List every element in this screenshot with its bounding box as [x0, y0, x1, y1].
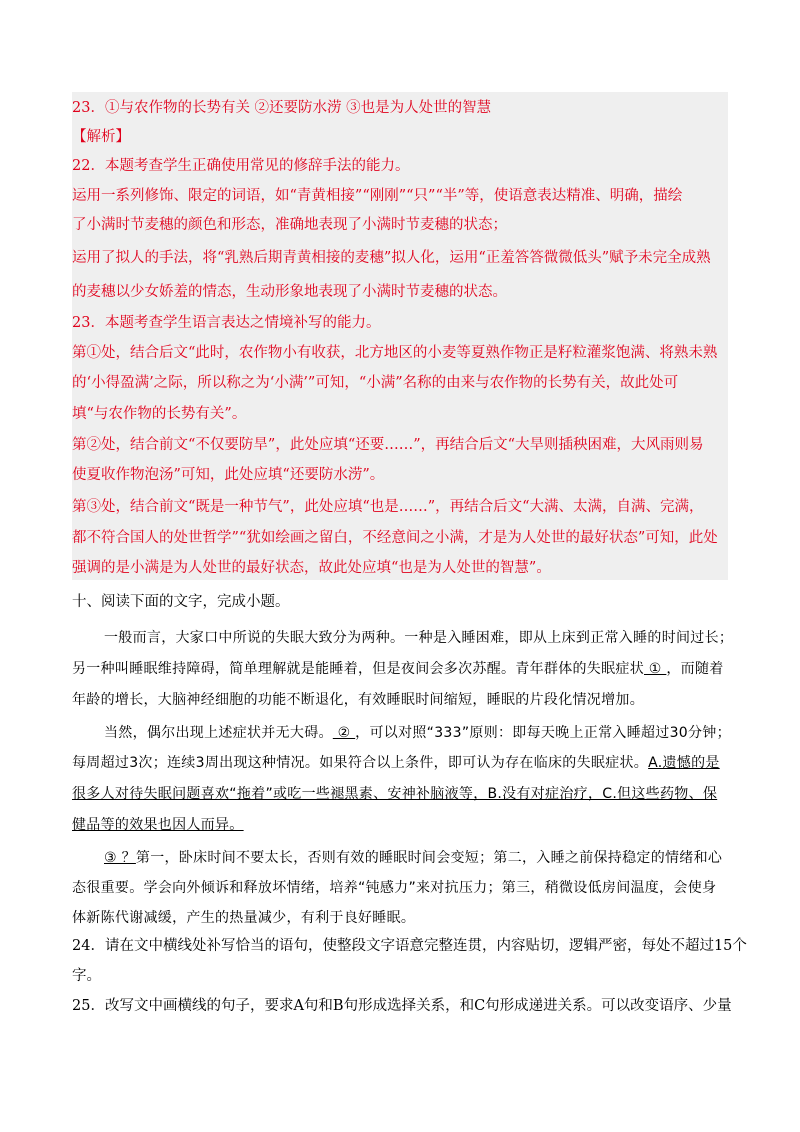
essay-text: 当然，偶尔出现上述症状并无大碍。: [104, 725, 333, 741]
analysis-heading: 【解析】: [72, 129, 130, 145]
blank-3: ③ ？: [104, 850, 136, 866]
question-24: 24．请在文中横线处补写恰当的语句，使整段文字语意完整连贯，内容贴切，逻辑严密，每处不超过15个: [72, 938, 747, 954]
answer-line: 第②处，结合前文“不仅要防旱”，此处应填“还要……”，再结合后文“大旱则插秧困难，大风雨则易: [72, 437, 704, 453]
question-24-cont: 字。: [72, 968, 101, 984]
essay-text: 每周超过3次；连续3周出现这种情况。如果符合以上条件，即可认为存在临床的失眠症状。: [72, 755, 649, 771]
blank-2: ②: [332, 725, 356, 741]
underlined-sentence: 很多人对待失眠问题喜欢“拖着”或吃一些褪黑素、安神补脑液等，B.没有对症治疗，C.但这些药物、保: [72, 786, 718, 802]
essay-text: 第一，卧床时间不要太长，否则有效的睡眠时间会变短；第二，入睡之前保持稳定的情绪和心: [135, 850, 723, 866]
essay-line: [104, 723, 764, 743]
essay-line: [72, 659, 732, 679]
essay-text: 另一种叫睡眠维持障碍，简单理解就是能睡着，但是夜间会多次苏醒。青年群体的失眠症状: [72, 661, 644, 677]
answer-line: 了小满时节麦穗的颜色和形态，准确地表现了小满时节麦穗的状态；: [72, 217, 507, 233]
question-25: 25．改写文中画横线的句子，要求A句和B句形成选择关系，和C句形成递进关系。可以改变语序、少量: [72, 998, 732, 1014]
answer-line: 运用一系列修饰、限定的词语，如“青黄相接”“刚刚”“只”“半”等，使语意表达精准、明确，描绘: [72, 188, 683, 204]
essay-line: [104, 848, 764, 868]
essay-text: ，而随着: [666, 661, 724, 677]
answer-line: 的‘小得盈满’之际，所以称之为‘小满’”可知，“小满”名称的由来与农作物的长势有关，故此处可: [72, 375, 679, 391]
underlined-sentence: 健品等的效果也因人而异。: [72, 817, 244, 833]
answer-line: 22．本题考查学生正确使用常见的修辞手法的能力。: [72, 158, 410, 174]
answer-line: 强调的是小满是为人处世的最好状态，故此处应填“也是为人处世的智慧”。: [72, 560, 551, 576]
essay-line: 年龄的增长，大脑神经细胞的功能不断退化，有效睡眠时间缩短，睡眠的片段化情况增加。: [72, 692, 644, 708]
answer-line: 23．①与农作物的长势有关 ②还要防水涝 ③也是为人处世的智慧: [72, 100, 492, 116]
underlined-sentence: A.遗憾的是: [648, 755, 720, 771]
answer-line: 23．本题考查学生语言表达之情境补写的能力。: [72, 315, 381, 331]
essay-text: ，可以对照“333”原则：即每天晚上正常入睡超过30分钟；: [355, 725, 731, 741]
answer-line: 的麦穗以少女娇羞的情态，生动形象地表现了小满时节麦穗的状态。: [72, 284, 507, 300]
section-title: 十、阅读下面的文字，完成小题。: [72, 594, 290, 610]
essay-line: 一般而言，大家口中所说的失眠大致分为两种。一种是入睡困难，即从上床到正常入睡的时间过长；: [104, 630, 734, 646]
essay-line: [72, 753, 732, 773]
essay-line: 体新陈代谢减缓，产生的热量减少，有利于良好睡眠。: [72, 910, 416, 926]
answer-line: 使夏收作物泡汤”可知，此处应填“还要防水涝”。: [72, 467, 385, 483]
essay-line: 态很重要。学会向外倾诉和释放坏情绪，培养“钝感力”来对抗压力；第三，稍微设低房间温度，会使身: [72, 880, 717, 896]
answer-line: 填“与农作物的长势有关”。: [72, 406, 247, 422]
answer-line: 都不符合国人的处世哲学”“犹如绘画之留白，不经意间之小满，才是为人处世的最好状态”可知，此处: [72, 530, 718, 546]
answer-line: 第①处，结合后文“此时，农作物小有收获，北方地区的小麦等夏熟作物正是籽粒灌浆饱满、将熟未熟: [72, 345, 718, 361]
answer-line: 运用了拟人的手法，将“乳熟后期青黄相接的麦穗”拟人化，运用“正羞答答微微低头”赋予未完全成熟: [72, 250, 711, 266]
answer-line: 第③处，结合前文“既是一种节气”，此处应填“也是……”，再结合后文“大满、太满，自满、完满，: [72, 499, 704, 515]
blank-1: ①: [644, 661, 667, 677]
